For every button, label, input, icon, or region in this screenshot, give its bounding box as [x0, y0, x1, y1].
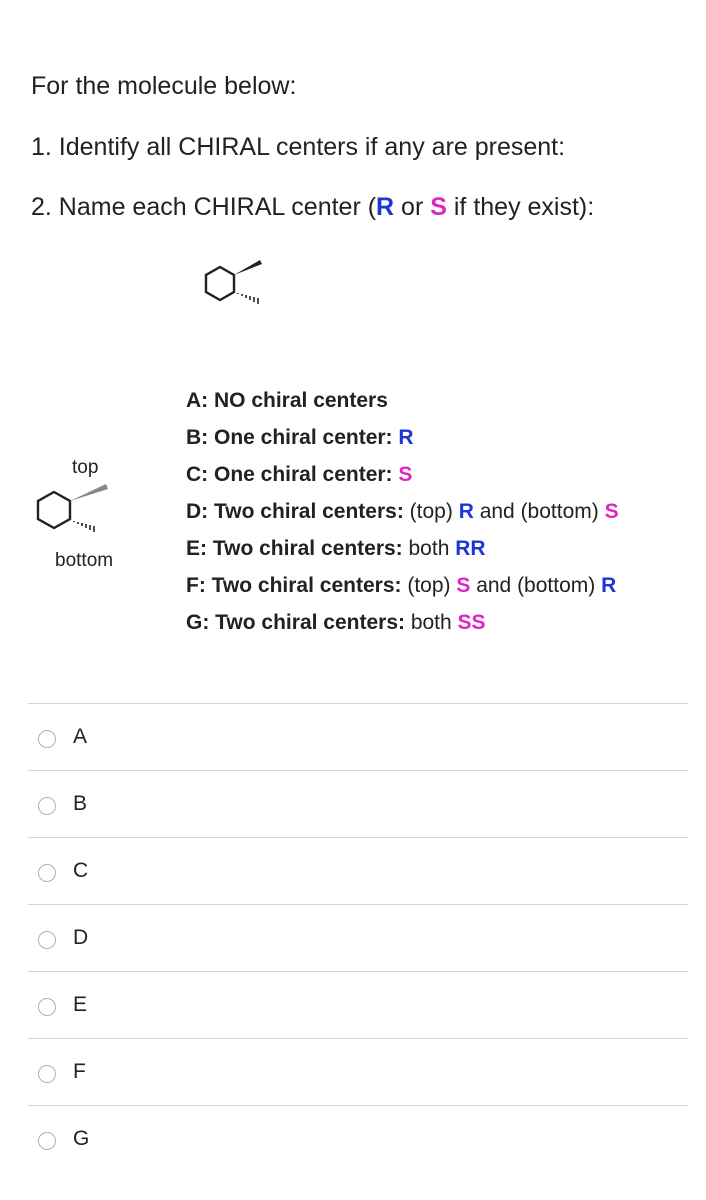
choice-label: G — [73, 1127, 90, 1150]
choice-label: B — [73, 792, 88, 815]
question-step-2-post: if they exist): — [446, 193, 595, 221]
question-step-2-or: or — [394, 193, 431, 221]
answer-key-option-c — [186, 463, 412, 487]
answer-key-option-f — [186, 574, 616, 598]
radio-button[interactable] — [38, 1065, 56, 1083]
choice-f[interactable] — [28, 1038, 688, 1105]
choice-b[interactable] — [28, 770, 688, 837]
cyclohexane-ring — [206, 267, 234, 300]
bottom-label: bottom — [55, 550, 114, 571]
answer-key-part: and (bottom) — [470, 574, 602, 597]
top-label: top — [72, 457, 99, 478]
wedge-bond — [70, 484, 108, 501]
answer-choices — [28, 703, 688, 1172]
radio-button[interactable] — [38, 931, 56, 949]
answer-key-part: S — [604, 500, 619, 523]
radio-button[interactable] — [38, 730, 56, 748]
hash-bond — [238, 293, 258, 304]
answer-key-option-b — [186, 426, 414, 450]
answer-key-part: S — [456, 574, 471, 597]
question-step-2-r: R — [376, 193, 395, 221]
choice-c[interactable] — [28, 837, 688, 904]
question-step-2 — [31, 193, 594, 222]
answer-key-option-a — [186, 389, 388, 413]
answer-key-part: R — [601, 574, 617, 597]
answer-key-part: (top) — [409, 500, 459, 523]
molecule-structure-image — [178, 245, 278, 320]
answer-key-part: both — [410, 611, 458, 634]
answer-key-part: S — [398, 463, 413, 486]
answer-key-option-g — [186, 611, 486, 635]
answer-key-part: and (bottom) — [473, 500, 605, 523]
answer-key-part: both — [408, 537, 456, 560]
answer-key-prefix: D: Two chiral centers: — [186, 500, 410, 523]
answer-key-prefix: A: NO chiral centers — [186, 389, 388, 412]
answer-key-part: R — [458, 500, 474, 523]
question-intro: For the molecule below: — [31, 72, 297, 100]
answer-key-part: (top) — [407, 574, 457, 597]
choice-g[interactable] — [28, 1105, 688, 1172]
choice-a[interactable] — [28, 703, 688, 770]
choice-label: D — [73, 926, 89, 949]
answer-key-part: SS — [457, 611, 486, 634]
choice-label: A — [73, 725, 88, 748]
answer-key-prefix: G: Two chiral centers: — [186, 611, 411, 634]
wedge-bond — [234, 260, 262, 275]
answer-key-option-d — [186, 500, 619, 524]
answer-key-part: R — [398, 426, 414, 449]
choice-label: E — [73, 993, 88, 1016]
answer-key-option-e — [186, 537, 486, 561]
choice-label: F — [73, 1060, 86, 1083]
question-step-2-pre: 2. Name each CHIRAL center ( — [31, 193, 377, 221]
answer-key-prefix: C: One chiral center: — [186, 463, 399, 486]
radio-button[interactable] — [38, 998, 56, 1016]
answer-key-prefix: F: Two chiral centers: — [186, 574, 408, 597]
cyclohexane-ring — [38, 492, 70, 528]
answer-key-prefix: B: One chiral center: — [186, 426, 399, 449]
answer-key-part: RR — [455, 537, 486, 560]
labeled-molecule-image — [26, 478, 126, 553]
question-step-1: 1. Identify all CHIRAL centers if any are present: — [31, 133, 566, 161]
radio-button[interactable] — [38, 797, 56, 815]
choice-label: C — [73, 859, 89, 882]
choice-d[interactable] — [28, 904, 688, 971]
answer-key-prefix: E: Two chiral centers: — [186, 537, 409, 560]
question-step-2-s: S — [430, 193, 447, 221]
hash-bond — [74, 521, 94, 532]
choice-e[interactable] — [28, 971, 688, 1038]
radio-button[interactable] — [38, 864, 56, 882]
radio-button[interactable] — [38, 1132, 56, 1150]
